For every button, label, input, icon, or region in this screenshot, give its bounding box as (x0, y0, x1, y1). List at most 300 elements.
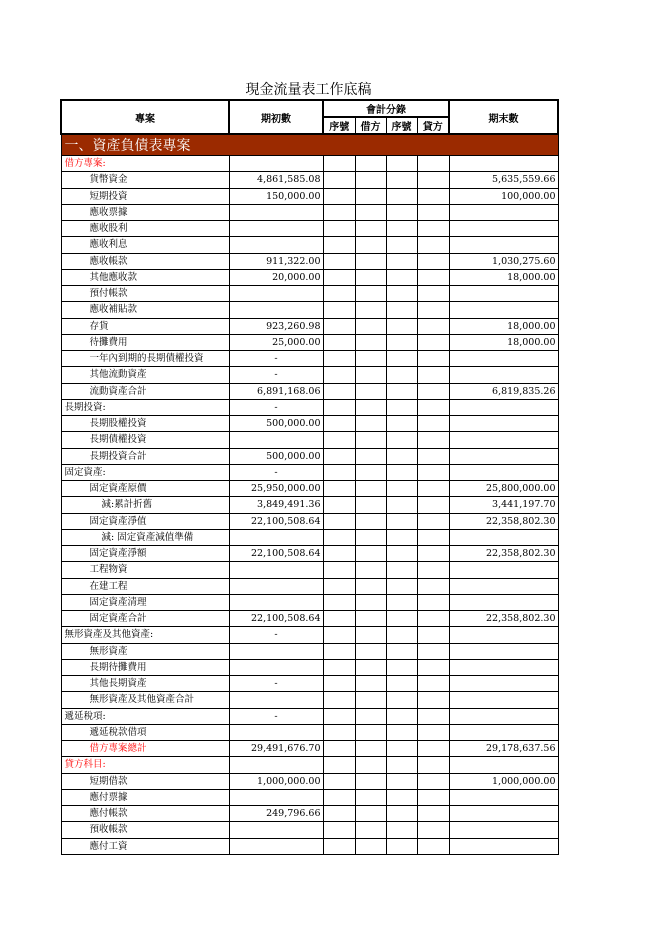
debit-cell (355, 237, 386, 253)
credit-cell (417, 318, 449, 334)
debit-cell (355, 302, 386, 318)
closing-value: 18,000.00 (449, 269, 558, 285)
closing-value (449, 448, 558, 464)
opening-value: 249,796.66 (229, 806, 323, 822)
seq-2-cell (386, 578, 417, 594)
header-entries: 會計分錄 (323, 100, 449, 117)
seq-2-cell (386, 286, 417, 302)
row-label: 一年內到期的長期債權投資 (61, 351, 229, 367)
opening-value (229, 789, 323, 805)
header-closing: 期末數 (449, 100, 558, 134)
seq-1-cell (323, 659, 355, 675)
opening-value (229, 529, 323, 545)
seq-2-cell (386, 741, 417, 757)
opening-value: 22,100,508.64 (229, 513, 323, 529)
opening-value: 22,100,508.64 (229, 546, 323, 562)
closing-value (449, 627, 558, 643)
seq-1-cell (323, 286, 355, 302)
opening-value: 6,891,168.06 (229, 383, 323, 399)
seq-1-cell (323, 318, 355, 334)
seq-1-cell (323, 578, 355, 594)
row-label: 應收票據 (61, 204, 229, 220)
debit-cell (355, 253, 386, 269)
table-row (61, 513, 558, 529)
seq-1-cell (323, 367, 355, 383)
row-label: 貨幣資金 (61, 172, 229, 188)
row-label: 固定資產清理 (61, 594, 229, 610)
opening-value (229, 578, 323, 594)
opening-value: 4,861,585.08 (229, 172, 323, 188)
opening-value (229, 757, 323, 773)
closing-value (449, 659, 558, 675)
table-row (61, 497, 558, 513)
debit-cell (355, 757, 386, 773)
seq-1-cell (323, 594, 355, 610)
opening-value (229, 286, 323, 302)
debit-cell (355, 562, 386, 578)
debit-cell (355, 399, 386, 415)
credit-cell (417, 676, 449, 692)
table-row (61, 708, 558, 724)
credit-cell (417, 594, 449, 610)
credit-cell (417, 822, 449, 838)
opening-value: 500,000.00 (229, 416, 323, 432)
table-row (61, 611, 558, 627)
credit-cell (417, 659, 449, 675)
opening-value (229, 302, 323, 318)
credit-cell (417, 724, 449, 740)
closing-value: 1,030,275.60 (449, 253, 558, 269)
row-label: 借方專案總計 (61, 741, 229, 757)
row-label: 固定資產合計 (61, 611, 229, 627)
table-row (61, 383, 558, 399)
credit-cell (417, 156, 449, 172)
closing-value: 25,800,000.00 (449, 481, 558, 497)
closing-value: 1,000,000.00 (449, 773, 558, 789)
seq-1-cell (323, 822, 355, 838)
closing-value (449, 692, 558, 708)
opening-value: - (229, 676, 323, 692)
row-label: 長期股權投資 (61, 416, 229, 432)
seq-1-cell (323, 497, 355, 513)
seq-1-cell (323, 529, 355, 545)
seq-1-cell (323, 481, 355, 497)
table-row (61, 334, 558, 350)
seq-1-cell (323, 724, 355, 740)
closing-value (449, 221, 558, 237)
debit-cell (355, 367, 386, 383)
row-label: 其他長期資產 (61, 676, 229, 692)
debit-cell (355, 204, 386, 220)
closing-value (449, 643, 558, 659)
row-label: 長期債權投資 (61, 432, 229, 448)
table-row (61, 172, 558, 188)
closing-value: 100,000.00 (449, 188, 558, 204)
closing-value (449, 156, 558, 172)
table-row (61, 416, 558, 432)
opening-value: 923,260.98 (229, 318, 323, 334)
seq-1-cell (323, 757, 355, 773)
seq-2-cell (386, 529, 417, 545)
table-row (61, 773, 558, 789)
seq-1-cell (323, 269, 355, 285)
opening-value: 29,491,676.70 (229, 741, 323, 757)
seq-2-cell (386, 432, 417, 448)
seq-1-cell (323, 204, 355, 220)
credit-cell (417, 172, 449, 188)
table-row (61, 464, 558, 480)
debit-cell (355, 172, 386, 188)
seq-1-cell (323, 432, 355, 448)
row-label: 減:累計折舊 (61, 497, 229, 513)
seq-2-cell (386, 269, 417, 285)
seq-2-cell (386, 757, 417, 773)
seq-1-cell (323, 806, 355, 822)
credit-cell (417, 757, 449, 773)
closing-value (449, 351, 558, 367)
table-row (61, 269, 558, 285)
credit-cell (417, 692, 449, 708)
seq-1-cell (323, 448, 355, 464)
credit-cell (417, 497, 449, 513)
debit-cell (355, 513, 386, 529)
row-label: 流動資產合計 (61, 383, 229, 399)
table-row (61, 302, 558, 318)
closing-value (449, 578, 558, 594)
row-label: 短期投資 (61, 188, 229, 204)
debit-cell (355, 286, 386, 302)
seq-1-cell (323, 773, 355, 789)
row-label: 預收帳款 (61, 822, 229, 838)
debit-cell (355, 529, 386, 545)
header-credit: 貸方 (417, 117, 449, 134)
debit-cell (355, 806, 386, 822)
seq-2-cell (386, 367, 417, 383)
table-row (61, 627, 558, 643)
row-label: 其他流動資產 (61, 367, 229, 383)
opening-value: - (229, 627, 323, 643)
table-row (61, 757, 558, 773)
closing-value: 18,000.00 (449, 334, 558, 350)
table-row (61, 237, 558, 253)
opening-value: 500,000.00 (229, 448, 323, 464)
row-label: 應收補貼款 (61, 302, 229, 318)
closing-value (449, 237, 558, 253)
credit-cell (417, 399, 449, 415)
opening-value (229, 822, 323, 838)
row-label: 待攤費用 (61, 334, 229, 350)
opening-value: 150,000.00 (229, 188, 323, 204)
seq-1-cell (323, 416, 355, 432)
row-label: 預付帳款 (61, 286, 229, 302)
header-seq-1: 序號 (323, 117, 355, 134)
opening-value: 25,950,000.00 (229, 481, 323, 497)
row-label: 貸方科目: (61, 757, 229, 773)
table-row (61, 562, 558, 578)
row-label: 其他應收款 (61, 269, 229, 285)
debit-cell (355, 334, 386, 350)
table-row (61, 318, 558, 334)
seq-2-cell (386, 497, 417, 513)
table-row (61, 367, 558, 383)
row-label: 應付票據 (61, 789, 229, 805)
credit-cell (417, 806, 449, 822)
opening-value: - (229, 399, 323, 415)
table-row (61, 253, 558, 269)
row-label: 應付工資 (61, 838, 229, 854)
credit-cell (417, 464, 449, 480)
closing-value: 29,178,637.56 (449, 741, 558, 757)
row-label: 應收帳款 (61, 253, 229, 269)
seq-2-cell (386, 692, 417, 708)
seq-2-cell (386, 594, 417, 610)
opening-value: 22,100,508.64 (229, 611, 323, 627)
seq-2-cell (386, 351, 417, 367)
seq-1-cell (323, 172, 355, 188)
table-body (61, 134, 558, 854)
opening-value: 911,322.00 (229, 253, 323, 269)
seq-2-cell (386, 659, 417, 675)
table-row (61, 578, 558, 594)
credit-cell (417, 432, 449, 448)
debit-cell (355, 741, 386, 757)
credit-cell (417, 351, 449, 367)
credit-cell (417, 578, 449, 594)
closing-value (449, 367, 558, 383)
seq-2-cell (386, 562, 417, 578)
seq-2-cell (386, 172, 417, 188)
row-label: 長期投資合計 (61, 448, 229, 464)
seq-1-cell (323, 741, 355, 757)
seq-2-cell (386, 448, 417, 464)
table-row (61, 188, 558, 204)
opening-value: 3,849,491.36 (229, 497, 323, 513)
seq-2-cell (386, 643, 417, 659)
closing-value: 5,635,559.66 (449, 172, 558, 188)
closing-value (449, 708, 558, 724)
row-label: 長期待攤費用 (61, 659, 229, 675)
seq-2-cell (386, 481, 417, 497)
seq-1-cell (323, 708, 355, 724)
credit-cell (417, 448, 449, 464)
credit-cell (417, 708, 449, 724)
debit-cell (355, 497, 386, 513)
debit-cell (355, 464, 386, 480)
seq-2-cell (386, 724, 417, 740)
table-row (61, 481, 558, 497)
credit-cell (417, 302, 449, 318)
closing-value (449, 822, 558, 838)
table-row (61, 806, 558, 822)
seq-1-cell (323, 237, 355, 253)
row-label: 在建工程 (61, 578, 229, 594)
row-label: 應收股利 (61, 221, 229, 237)
closing-value (449, 302, 558, 318)
seq-1-cell (323, 334, 355, 350)
seq-2-cell (386, 546, 417, 562)
debit-cell (355, 269, 386, 285)
opening-value (229, 432, 323, 448)
row-label: 應收利息 (61, 237, 229, 253)
seq-1-cell (323, 627, 355, 643)
row-label: 無形資產及其他資產: (61, 627, 229, 643)
seq-1-cell (323, 692, 355, 708)
seq-2-cell (386, 318, 417, 334)
credit-cell (417, 221, 449, 237)
credit-cell (417, 643, 449, 659)
opening-value: - (229, 464, 323, 480)
table-row (61, 204, 558, 220)
table-row (61, 432, 558, 448)
table-row (61, 221, 558, 237)
debit-cell (355, 643, 386, 659)
closing-value (449, 529, 558, 545)
credit-cell (417, 334, 449, 350)
opening-value (229, 156, 323, 172)
debit-cell (355, 383, 386, 399)
closing-value: 22,358,802.30 (449, 611, 558, 627)
seq-2-cell (386, 237, 417, 253)
opening-value (229, 643, 323, 659)
debit-cell (355, 318, 386, 334)
closing-value (449, 594, 558, 610)
credit-cell (417, 773, 449, 789)
closing-value (449, 464, 558, 480)
debit-cell (355, 659, 386, 675)
opening-value: 25,000.00 (229, 334, 323, 350)
credit-cell (417, 269, 449, 285)
debit-cell (355, 676, 386, 692)
table-row (61, 822, 558, 838)
opening-value: - (229, 367, 323, 383)
closing-value (449, 789, 558, 805)
seq-1-cell (323, 188, 355, 204)
debit-cell (355, 416, 386, 432)
closing-value (449, 724, 558, 740)
seq-2-cell (386, 204, 417, 220)
table-row (61, 643, 558, 659)
debit-cell (355, 351, 386, 367)
debit-cell (355, 481, 386, 497)
debit-cell (355, 611, 386, 627)
credit-cell (417, 611, 449, 627)
seq-1-cell (323, 351, 355, 367)
closing-value (449, 838, 558, 854)
seq-2-cell (386, 822, 417, 838)
opening-value (229, 221, 323, 237)
seq-2-cell (386, 627, 417, 643)
seq-2-cell (386, 513, 417, 529)
credit-cell (417, 529, 449, 545)
seq-1-cell (323, 383, 355, 399)
closing-value: 22,358,802.30 (449, 546, 558, 562)
opening-value (229, 692, 323, 708)
closing-value: 6,819,835.26 (449, 383, 558, 399)
seq-2-cell (386, 838, 417, 854)
table-row (61, 399, 558, 415)
seq-1-cell (323, 546, 355, 562)
seq-1-cell (323, 513, 355, 529)
credit-cell (417, 789, 449, 805)
opening-value: - (229, 351, 323, 367)
table-row (61, 156, 558, 172)
credit-cell (417, 367, 449, 383)
seq-2-cell (386, 806, 417, 822)
seq-2-cell (386, 789, 417, 805)
debit-cell (355, 221, 386, 237)
opening-value (229, 659, 323, 675)
header-opening: 期初數 (229, 100, 323, 134)
row-label: 減: 固定資產減值準備 (61, 529, 229, 545)
seq-2-cell (386, 708, 417, 724)
opening-value (229, 724, 323, 740)
credit-cell (417, 383, 449, 399)
credit-cell (417, 838, 449, 854)
debit-cell (355, 546, 386, 562)
table-row (61, 741, 558, 757)
closing-value (449, 432, 558, 448)
row-label: 固定資產淨額 (61, 546, 229, 562)
table-row (61, 659, 558, 675)
closing-value: 18,000.00 (449, 318, 558, 334)
table-row (61, 789, 558, 805)
row-label: 短期借款 (61, 773, 229, 789)
row-label: 應付帳款 (61, 806, 229, 822)
seq-1-cell (323, 838, 355, 854)
seq-2-cell (386, 221, 417, 237)
seq-1-cell (323, 464, 355, 480)
opening-value (229, 594, 323, 610)
header-debit: 借方 (355, 117, 386, 134)
debit-cell (355, 708, 386, 724)
table-row (61, 676, 558, 692)
closing-value (449, 416, 558, 432)
row-label: 無形資產 (61, 643, 229, 659)
seq-1-cell (323, 253, 355, 269)
seq-2-cell (386, 334, 417, 350)
seq-2-cell (386, 773, 417, 789)
seq-2-cell (386, 383, 417, 399)
opening-value: 20,000.00 (229, 269, 323, 285)
seq-2-cell (386, 156, 417, 172)
debit-cell (355, 627, 386, 643)
closing-value (449, 399, 558, 415)
credit-cell (417, 481, 449, 497)
opening-value (229, 838, 323, 854)
debit-cell (355, 838, 386, 854)
table-row (61, 724, 558, 740)
seq-1-cell (323, 562, 355, 578)
debit-cell (355, 594, 386, 610)
table-row (61, 351, 558, 367)
credit-cell (417, 562, 449, 578)
closing-value: 22,358,802.30 (449, 513, 558, 529)
table-row (61, 838, 558, 854)
debit-cell (355, 724, 386, 740)
seq-1-cell (323, 676, 355, 692)
seq-2-cell (386, 399, 417, 415)
table-row (61, 286, 558, 302)
closing-value (449, 562, 558, 578)
credit-cell (417, 188, 449, 204)
row-label: 遞延稅項: (61, 708, 229, 724)
debit-cell (355, 156, 386, 172)
row-label: 長期投資: (61, 399, 229, 415)
row-label: 存貨 (61, 318, 229, 334)
credit-cell (417, 546, 449, 562)
seq-1-cell (323, 643, 355, 659)
header-item: 專案 (61, 100, 229, 134)
